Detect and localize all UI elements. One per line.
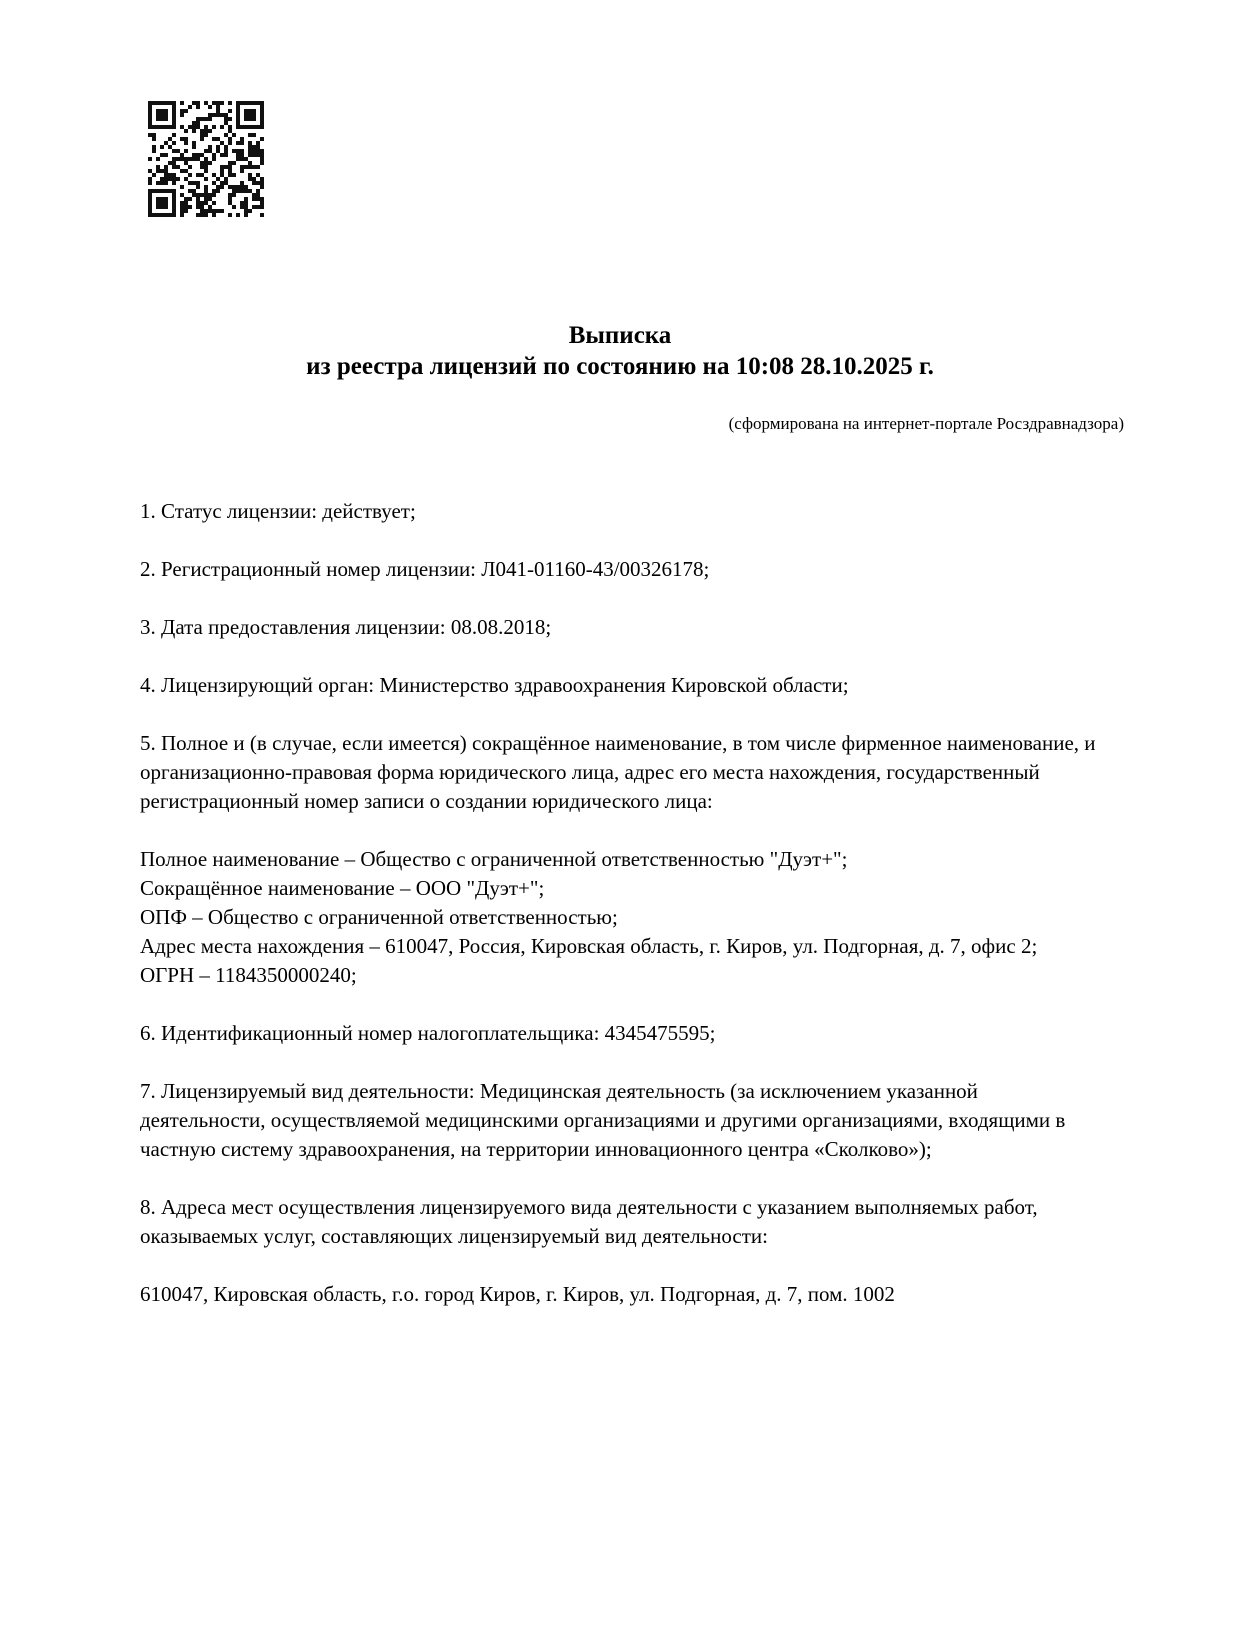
document-title [0, 320, 1240, 382]
organization-details [140, 845, 1102, 990]
title-line-1: Выписка [568, 322, 672, 349]
paragraph-activity-address: 610047, Кировская область, г.о. город Киров, г. Киров, ул. Подгорная, д. 7, пом. 1002 [140, 1282, 895, 1306]
detail-ogrn: ОГРН – 1184350000240; [140, 963, 357, 987]
paragraph-inn: 6. Идентификационный номер налогоплательщика: 4345475595; [140, 1021, 716, 1045]
document-body [140, 497, 1102, 1338]
detail-full-name: Полное наименование – Общество с ограниченной ответственностью "Дуэт+"; [140, 847, 848, 871]
paragraph-licensed-activity: 7. Лицензируемый вид деятельности: Медицинская деятельность (за исключением указанной деятельности, осуществляемой медицинскими организациями и другими организациями, входящими в частную систему здравоохранения, на территории инновационного центра «Сколково»); [140, 1079, 1066, 1161]
paragraph-activity-addresses-heading: 8. Адреса мест осуществления лицензируемого вида деятельности с указанием выполняемых работ, оказываемых услуг, составляющих лицензируемый вид деятельности: [140, 1195, 1038, 1248]
document-subtitle: (сформирована на интернет-портале Росздравнадзора) [728, 414, 1124, 433]
qr-code [148, 101, 264, 217]
detail-short-name: Сокращённое наименование – ООО "Дуэт+"; [140, 876, 545, 900]
detail-address: Адрес места нахождения – 610047, Россия, Кировская область, г. Киров, ул. Подгорная, д. 7, офис 2; [140, 934, 1038, 958]
detail-legal-form: ОПФ – Общество с ограниченной ответственностью; [140, 905, 618, 929]
paragraph-entity-name-heading: 5. Полное и (в случае, если имеется) сокращённое наименование, в том числе фирменное наименование, и организационно-правовая форма юридического лица, адрес его места нахождения, государственный регистрационный номер записи о создании юридического лица: [140, 731, 1096, 813]
paragraph-registration-number: 2. Регистрационный номер лицензии: Л041-01160-43/00326178; [140, 557, 710, 581]
paragraph-license-status: 1. Статус лицензии: действует; [140, 499, 416, 523]
paragraph-license-date: 3. Дата предоставления лицензии: 08.08.2018; [140, 615, 552, 639]
paragraph-licensing-authority: 4. Лицензирующий орган: Министерство здравоохранения Кировской области; [140, 673, 849, 697]
title-line-2: из реестра лицензий по состоянию на 10:08 28.10.2025 г. [306, 353, 934, 380]
